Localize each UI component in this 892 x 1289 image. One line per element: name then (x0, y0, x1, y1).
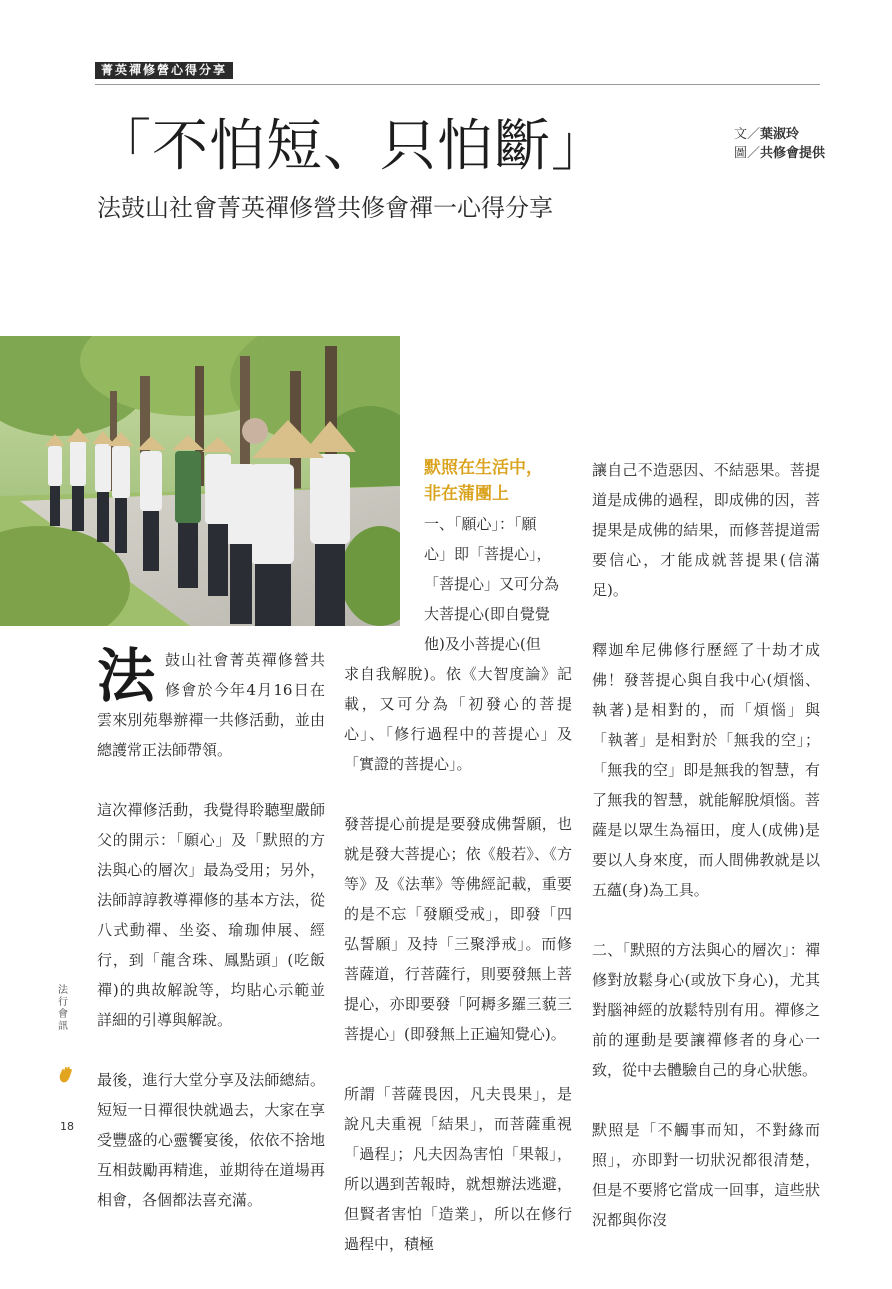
wrapped-line: 他)及小菩提心(但 (424, 635, 541, 653)
hand-icon (56, 1065, 76, 1085)
drop-cap: 法 (97, 642, 156, 710)
paragraph: 這次禪修活動，我覺得聆聽聖嚴師父的開示：「願心」及「默照的方法與心的層次」最為受用；另外，法師諄諄教導禪修的基本方法，從八式動禪、坐姿、瑜珈伸展、經行，到「龍含珠、鳳點頭」(吃飯禪)的典故解說等，均貼心示範並詳細的引導與解說。 (97, 801, 325, 1029)
column-1 (97, 642, 325, 1245)
photo-source: 共修會提供 (760, 146, 826, 161)
author-name: 葉淑玲 (760, 127, 800, 142)
paragraph: 釋迦牟尼佛修行歷經了十劫才成佛！發菩提心與自我中心(煩惱、執著)是相對的，而「煩惱」與「執著」是相對於「無我的空」；「無我的空」即是無我的智慧，有了無我的智慧，就能解脫煩惱。菩薩是以眾生為福田，度人(成佛)是要以人身來度，而人間佛教就是以五蘊(身)為工具。 (592, 641, 820, 899)
section-heading-line: 默照在生活中， (424, 458, 543, 478)
article-title: 「不怕短、只怕斷」 (95, 114, 608, 179)
magazine-label: 法行會訊 (58, 985, 68, 1032)
wrapped-line: 心」即「菩提心」， (424, 545, 552, 563)
paragraph: 讓自己不造惡因、不結惡果。菩提道是成佛的過程，即成佛的因，菩提果是成佛的結果，而修菩提道需要信心，才能成就菩提果(信滿足)。 (592, 461, 820, 599)
intro-text: 鼓山社會菁英禪修營共修會於今年4月16日在雲來別苑舉辦禪一共修活動，並由總護常正法師帶領。 (97, 651, 325, 759)
paragraph: 默照是「不觸事而知，不對緣而照」，亦即對一切狀況都很清楚，但是不要將它當成一回事，這些狀況都與你沒 (592, 1121, 820, 1229)
column-3 (592, 455, 820, 1265)
article-photo (0, 336, 400, 626)
section-heading-line: 非在蒲團上 (424, 484, 509, 504)
wrapped-line: 「菩提心」又可分為 (424, 575, 560, 593)
section-divider (95, 84, 820, 85)
wrapped-line: 一、「願心」：「願 (424, 515, 537, 533)
section-heading (424, 455, 572, 507)
intro-paragraph (97, 642, 325, 765)
photo-credit (734, 144, 825, 163)
section-tag: 菁英禪修營心得分享 (95, 62, 233, 79)
page-number: 18 (60, 1120, 74, 1133)
paragraph: 發菩提心前提是要發成佛誓願，也就是發大菩提心；依《般若》、《方等》及《法華》等佛經記載，重要的是不忘「發願受戒」，即發「四弘誓願」及持「三聚淨戒」。而修菩薩道，行菩薩行，則要發無上菩提心，亦即要發「阿耨多羅三藐三菩提心」(即發無上正遍知覺心)。 (344, 815, 572, 1043)
author-prefix: 文／ (734, 127, 761, 142)
wrapped-line: 大菩提心(即自覺覺 (424, 605, 550, 623)
author-credit (734, 125, 825, 144)
article-subtitle: 法鼓山社會菁英禪修營共修會禪一心得分享 (97, 194, 553, 222)
paragraph: 求自我解脫)。依《大智度論》記載，又可分為「初發心的菩提心」、「修行過程中的菩提心」及「實證的菩提心」。 (344, 665, 572, 773)
paragraph: 二、「默照的方法與心的層次」：禪修對放鬆身心(或放下身心)，尤其對腦神經的放鬆特別有用。禪修之前的運動是要讓禪修者的身心一致，從中去體驗自己的身心狀態。 (592, 941, 820, 1079)
column-2 (344, 455, 572, 1289)
credits (734, 125, 825, 163)
paragraph: 所謂「菩薩畏因，凡夫畏果」，是說凡夫重視「結果」，而菩薩重視「過程」；凡夫因為害怕「果報」，所以遇到苦報時，就想辦法逃避，但賢者害怕「造業」，所以在修行過程中，積極 (344, 1085, 572, 1253)
photo-prefix: 圖／ (734, 146, 761, 161)
paragraph: 最後，進行大堂分享及法師總結。短短一日禪很快就過去，大家在享受豐盛的心靈饗宴後，依依不捨地互相鼓勵再精進，並期待在道場再相會，各個都法喜充滿。 (97, 1071, 325, 1209)
